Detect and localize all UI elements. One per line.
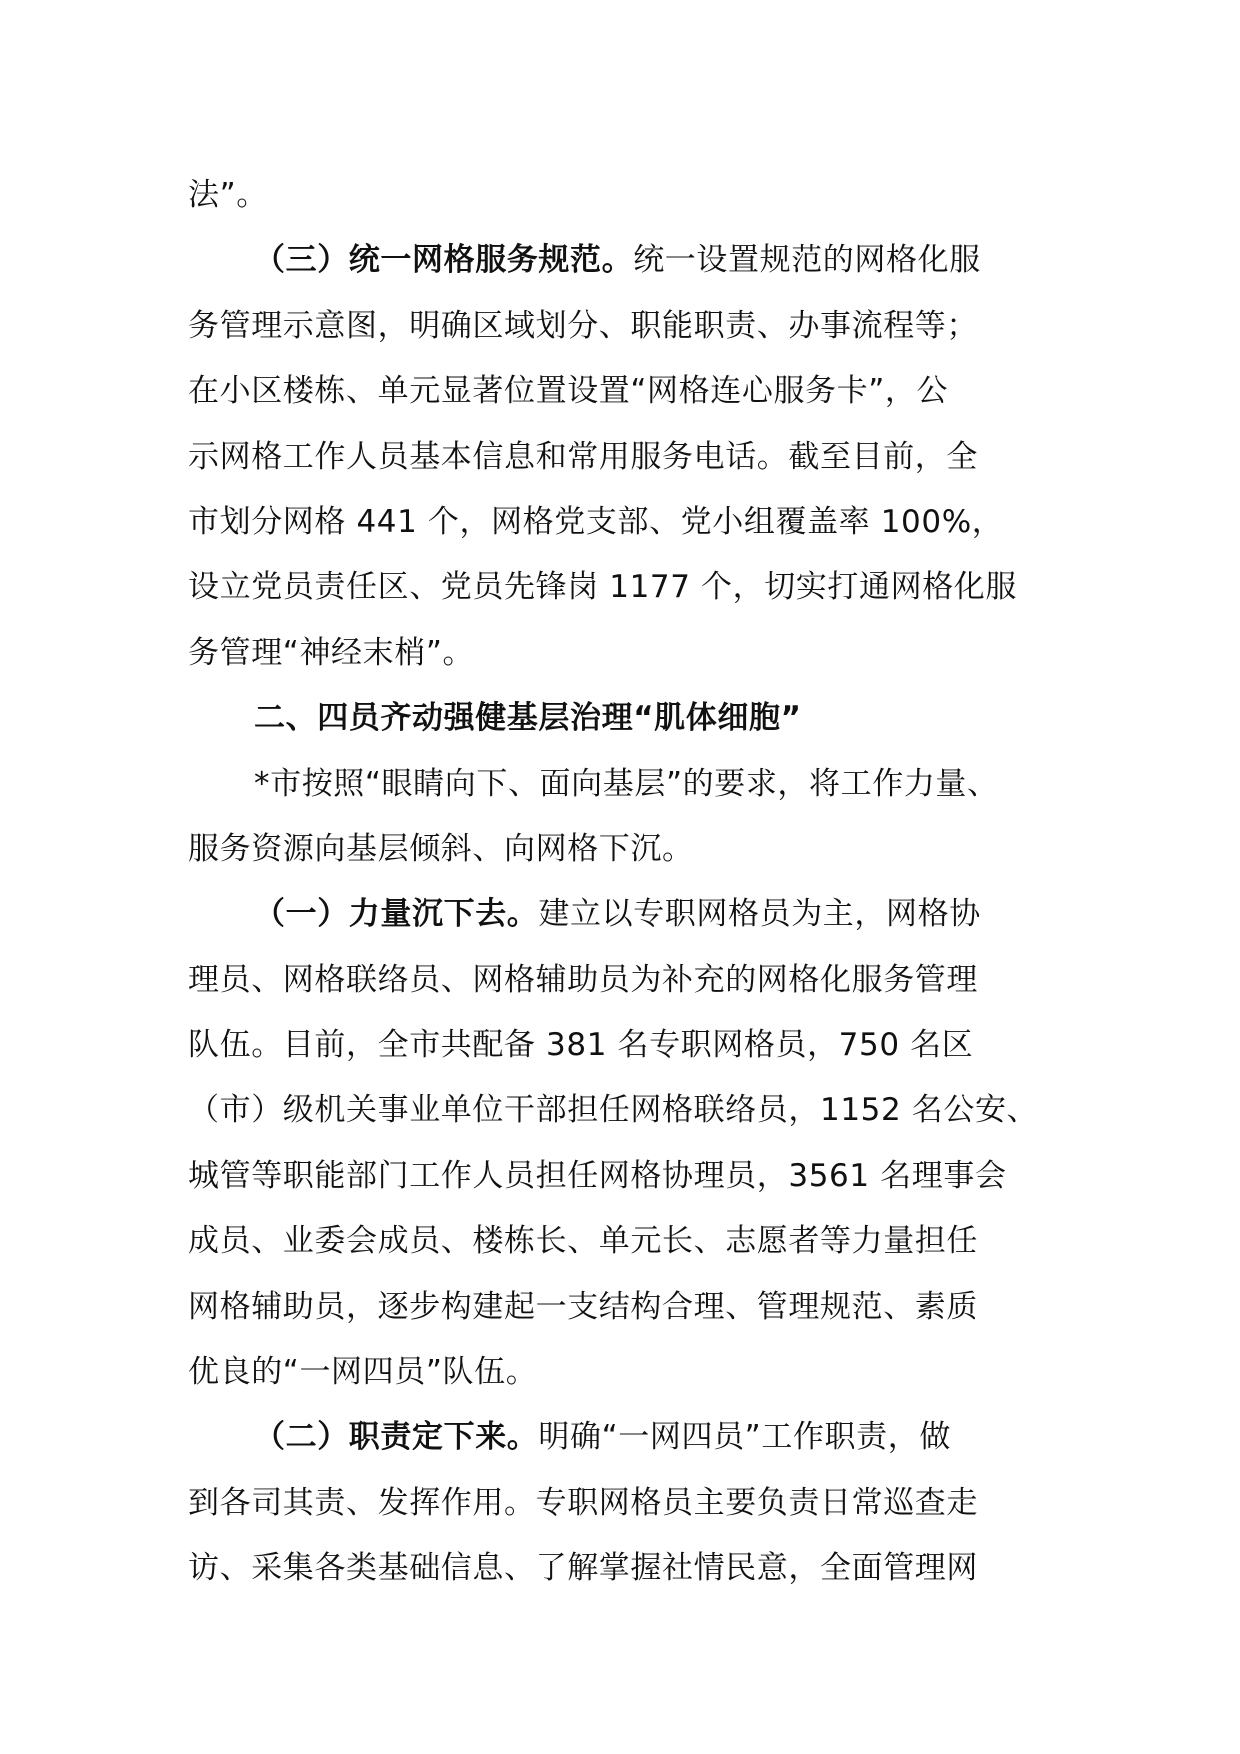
text-line (188, 1536, 1068, 1601)
body-text: 建立以专职网格员为主，网格协 (538, 896, 981, 933)
body-text: 服务资源向基层倾斜、向网格下沉。 (188, 830, 694, 867)
body-text: 在小区楼栋、单元显著位置设置“网格连心服务卡”，公 (188, 373, 949, 410)
bold-heading-text: （二）职责定下来。 (254, 1419, 539, 1456)
body-text: 示网格工作人员基本信息和常用服务电话。截至目前，全 (188, 438, 978, 475)
body-text: （市）级机关事业单位干部担任网格联络员，1152 名公安、 (188, 1092, 1039, 1129)
text-line (188, 1209, 1068, 1274)
body-text: 优良的“一网四员”队伍。 (188, 1354, 538, 1391)
text-line (188, 752, 1068, 817)
body-text: 法”。 (188, 177, 268, 213)
body-text: 统一设置规范的网格化服 (633, 242, 981, 279)
document-body (188, 163, 1068, 1602)
text-line (188, 425, 1068, 490)
bold-heading-text: （三）统一网格服务规范。 (254, 242, 634, 279)
body-text: 队伍。目前，全市共配备 381 名专职网格员，750 名区 (188, 1027, 974, 1064)
text-line (188, 882, 1068, 947)
text-line (188, 1471, 1068, 1536)
body-text: 理员、网格联络员、网格辅助员为补充的网格化服务管理 (188, 961, 978, 998)
text-line (188, 555, 1068, 620)
body-text: 城管等职能部门工作人员担任网格协理员，3561 名理事会 (188, 1157, 1007, 1194)
text-line (188, 294, 1068, 359)
body-text: 访、采集各类基础信息、了解掌握社情民意，全面管理网 (188, 1550, 978, 1587)
text-line (188, 228, 1068, 293)
text-line (188, 1078, 1068, 1143)
text-line (188, 621, 1068, 686)
body-text: 成员、业委会成员、楼栋长、单元长、志愿者等力量担任 (188, 1223, 978, 1260)
text-line (188, 359, 1068, 424)
body-text: 设立党员责任区、党员先锋岗 1177 个，切实打通网格化服 (188, 569, 1017, 606)
body-text: 务管理示意图，明确区域划分、职能职责、办事流程等； (188, 307, 978, 344)
text-line (188, 490, 1068, 555)
text-line (188, 948, 1068, 1013)
body-text: 网格辅助员，逐步构建起一支结构合理、管理规范、素质 (188, 1288, 978, 1325)
text-line (188, 1144, 1068, 1209)
body-text: 务管理“神经末梢”。 (188, 634, 475, 671)
text-line (188, 1275, 1068, 1340)
text-line (188, 163, 1068, 228)
body-text: 到各司其责、发挥作用。专职网格员主要负责日常巡查走 (188, 1484, 978, 1521)
text-line (188, 1405, 1068, 1470)
body-text: 市划分网格 441 个，网格党支部、党小组覆盖率 100%， (188, 503, 1004, 540)
text-line (188, 686, 1068, 751)
bold-heading-text: 二、四员齐动强健基层治理“肌体细胞” (254, 700, 802, 737)
text-line (188, 817, 1068, 882)
body-text: 明确“一网四员”工作职责，做 (538, 1419, 951, 1456)
text-line (188, 1340, 1068, 1405)
bold-heading-text: （一）力量沉下去。 (254, 896, 539, 933)
text-line (188, 1013, 1068, 1078)
body-text: *市按照“眼睛向下、面向基层”的要求，将工作力量、 (254, 765, 999, 802)
